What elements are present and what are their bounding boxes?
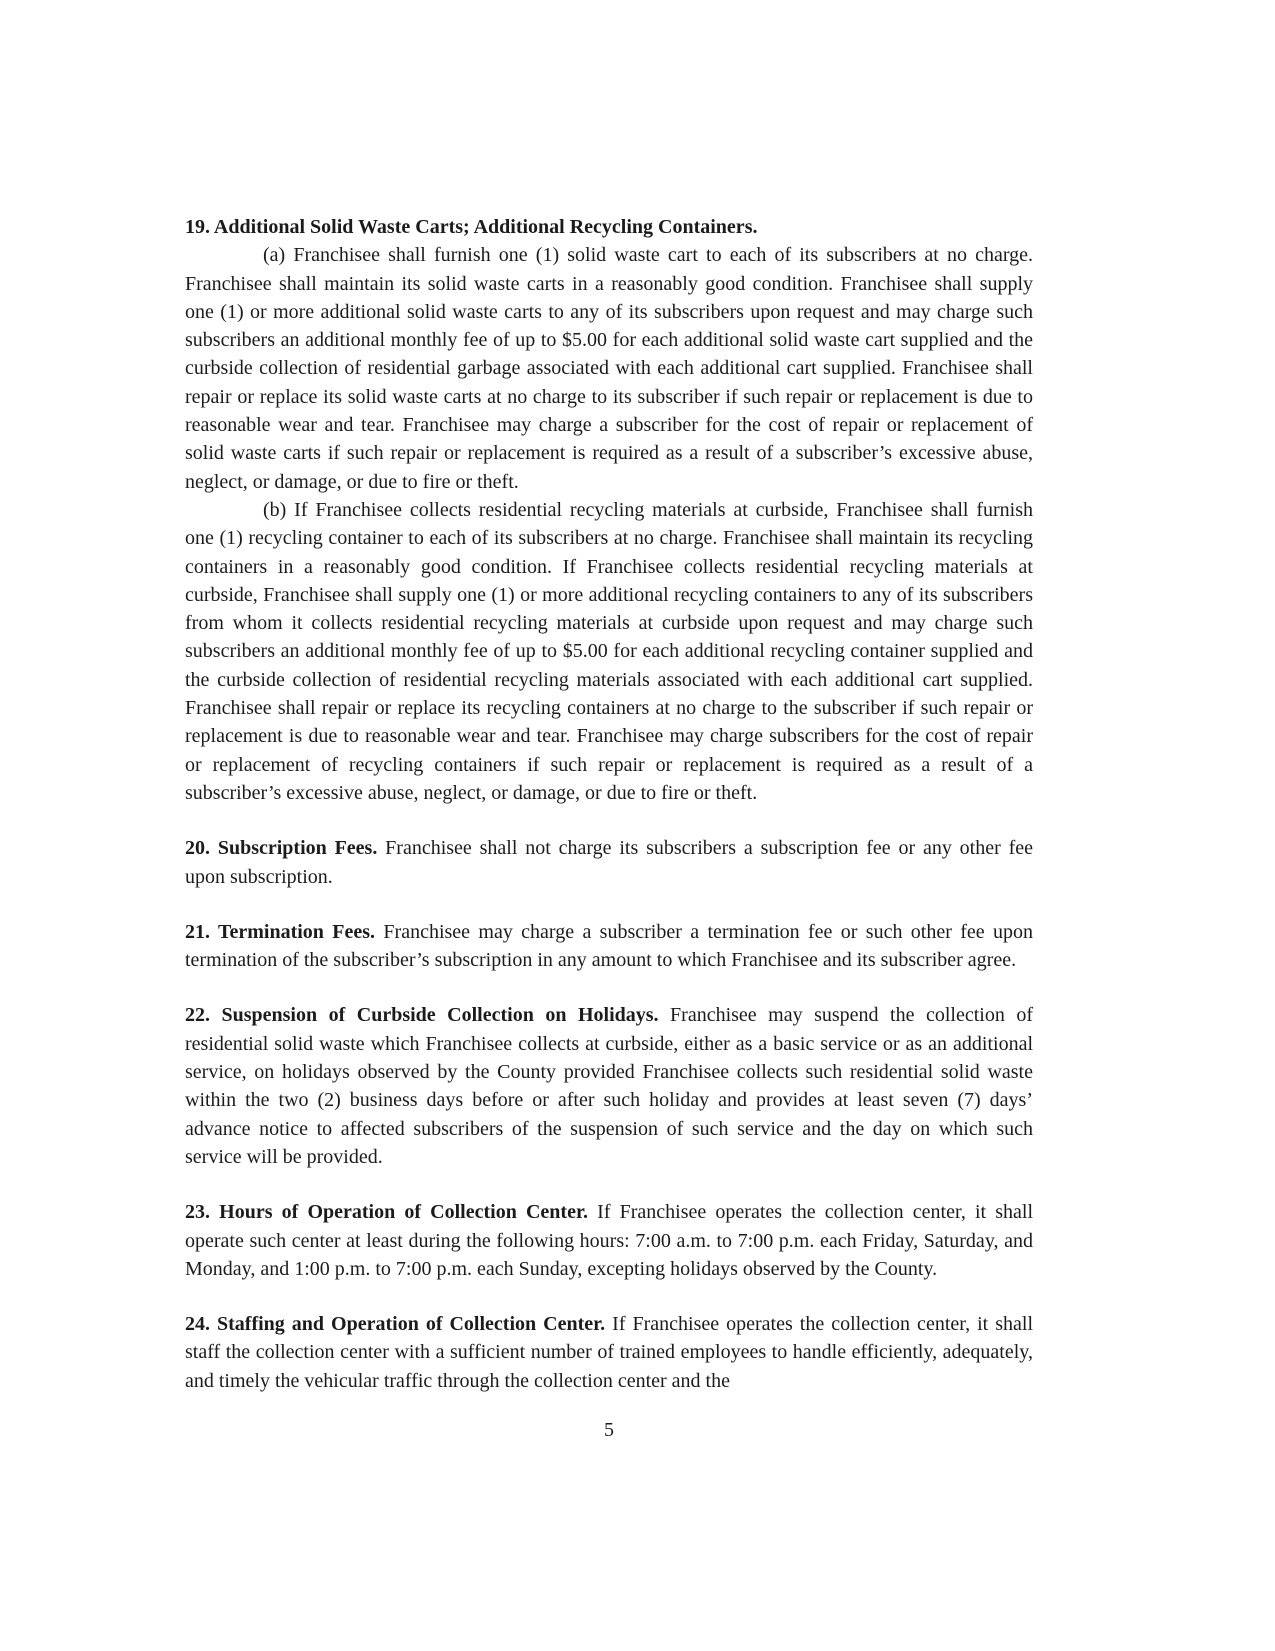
section-21-paragraph xyxy=(185,918,1033,975)
section-22-heading: 22. Suspension of Curbside Collection on Holidays. xyxy=(185,1004,659,1027)
section-23-heading: 23. Hours of Operation of Collection Center. xyxy=(185,1201,588,1224)
section-19-paragraph-a: (a) Franchisee shall furnish one (1) solid waste cart to each of its subscribers at no charge. Franchisee shall maintain its solid waste carts in a reasonably good condition. Franchisee shall supply one (1) or more additional solid waste carts to any of its subscribers upon request and may charge such subscribers an additional monthly fee of up to $5.00 for each additional solid waste cart supplied and the curbside collection of residential garbage associated with each additional cart supplied. Franchisee shall repair or replace its solid waste carts at no charge to its subscriber if such repair or replacement is due to reasonable wear and tear. Franchisee may charge a subscriber for the cost of repair or replacement of solid waste carts if such repair or replacement is required as a result of a subscriber’s excessive abuse, neglect, or damage, or due to fire or theft. xyxy=(185,244,1033,493)
page-content xyxy=(185,213,1033,1444)
section-24-heading: 24. Staffing and Operation of Collection Center. xyxy=(185,1313,606,1336)
section-23-paragraph xyxy=(185,1198,1033,1283)
section-22-paragraph xyxy=(185,1001,1033,1171)
section-19-heading: 19. Additional Solid Waste Carts; Additional Recycling Containers. xyxy=(185,216,758,238)
section-22-body: Franchisee may suspend the collection of residential solid waste which Franchisee collects at curbside, either as a basic service or as an additional service, on holidays observed by the County provided Franchisee collects such residential solid waste within the two (2) business days before or after such holiday and provides at least seven (7) days’ advance notice to affected subscribers of the suspension of such service and the day on which such service will be provided. xyxy=(185,1004,1033,1168)
section-19-paragraph-b: (b) If Franchisee collects residential recycling materials at curbside, Franchisee shall furnish one (1) recycling container to each of its subscribers at no charge. Franchisee shall maintain its recycling containers in a reasonably good condition. If Franchisee collects residential recycling materials at curbside, Franchisee shall supply one (1) or more additional recycling containers to any of its subscribers from whom it collects residential recycling materials at curbside upon request and may charge such subscribers an additional monthly fee of up to $5.00 for each additional recycling container supplied and the curbside collection of residential recycling materials associated with each additional cart supplied. Franchisee shall repair or replace its recycling containers at no charge to the subscriber if such repair or replacement is due to reasonable wear and tear. Franchisee may charge subscribers for the cost of repair or replacement of recycling containers if such repair or replacement is required as a result of a subscriber’s excessive abuse, neglect, or damage, or due to fire or theft. xyxy=(185,498,1033,804)
section-20-body: Franchisee shall not charge its subscribers a subscription fee or any other fee upon subscription. xyxy=(185,837,1033,888)
section-20 xyxy=(185,834,1033,891)
section-22 xyxy=(185,1001,1033,1171)
section-21-heading: 21. Termination Fees. xyxy=(185,920,376,943)
section-21-body: Franchisee may charge a subscriber a termination fee or such other fee upon termination of the subscriber’s subscription in any amount to which Franchisee and its subscriber agree. xyxy=(185,920,1034,972)
section-20-heading: 20. Subscription Fees. xyxy=(185,837,378,860)
section-24 xyxy=(185,1310,1033,1395)
section-23 xyxy=(185,1198,1033,1283)
section-20-paragraph xyxy=(185,834,1033,891)
section-23-body: If Franchisee operates the collection center, it shall operate such center at least during the following hours: 7:00 a.m. to 7:00 p.m. each Friday, Saturday, and Monday, and 1:00 p.m. to 7:00 p.m. each Sunday, excepting holidays observed by the County. xyxy=(185,1201,1034,1280)
page-number: 5 xyxy=(604,1418,614,1441)
section-24-paragraph xyxy=(185,1310,1033,1395)
section-21 xyxy=(185,918,1033,975)
section-19 xyxy=(185,213,1033,807)
section-24-body: If Franchisee operates the collection center, it shall staff the collection center with a sufficient number of trained employees to handle efficiently, adequately, and timely the vehicular traffic through the collection center and the xyxy=(185,1313,1034,1392)
